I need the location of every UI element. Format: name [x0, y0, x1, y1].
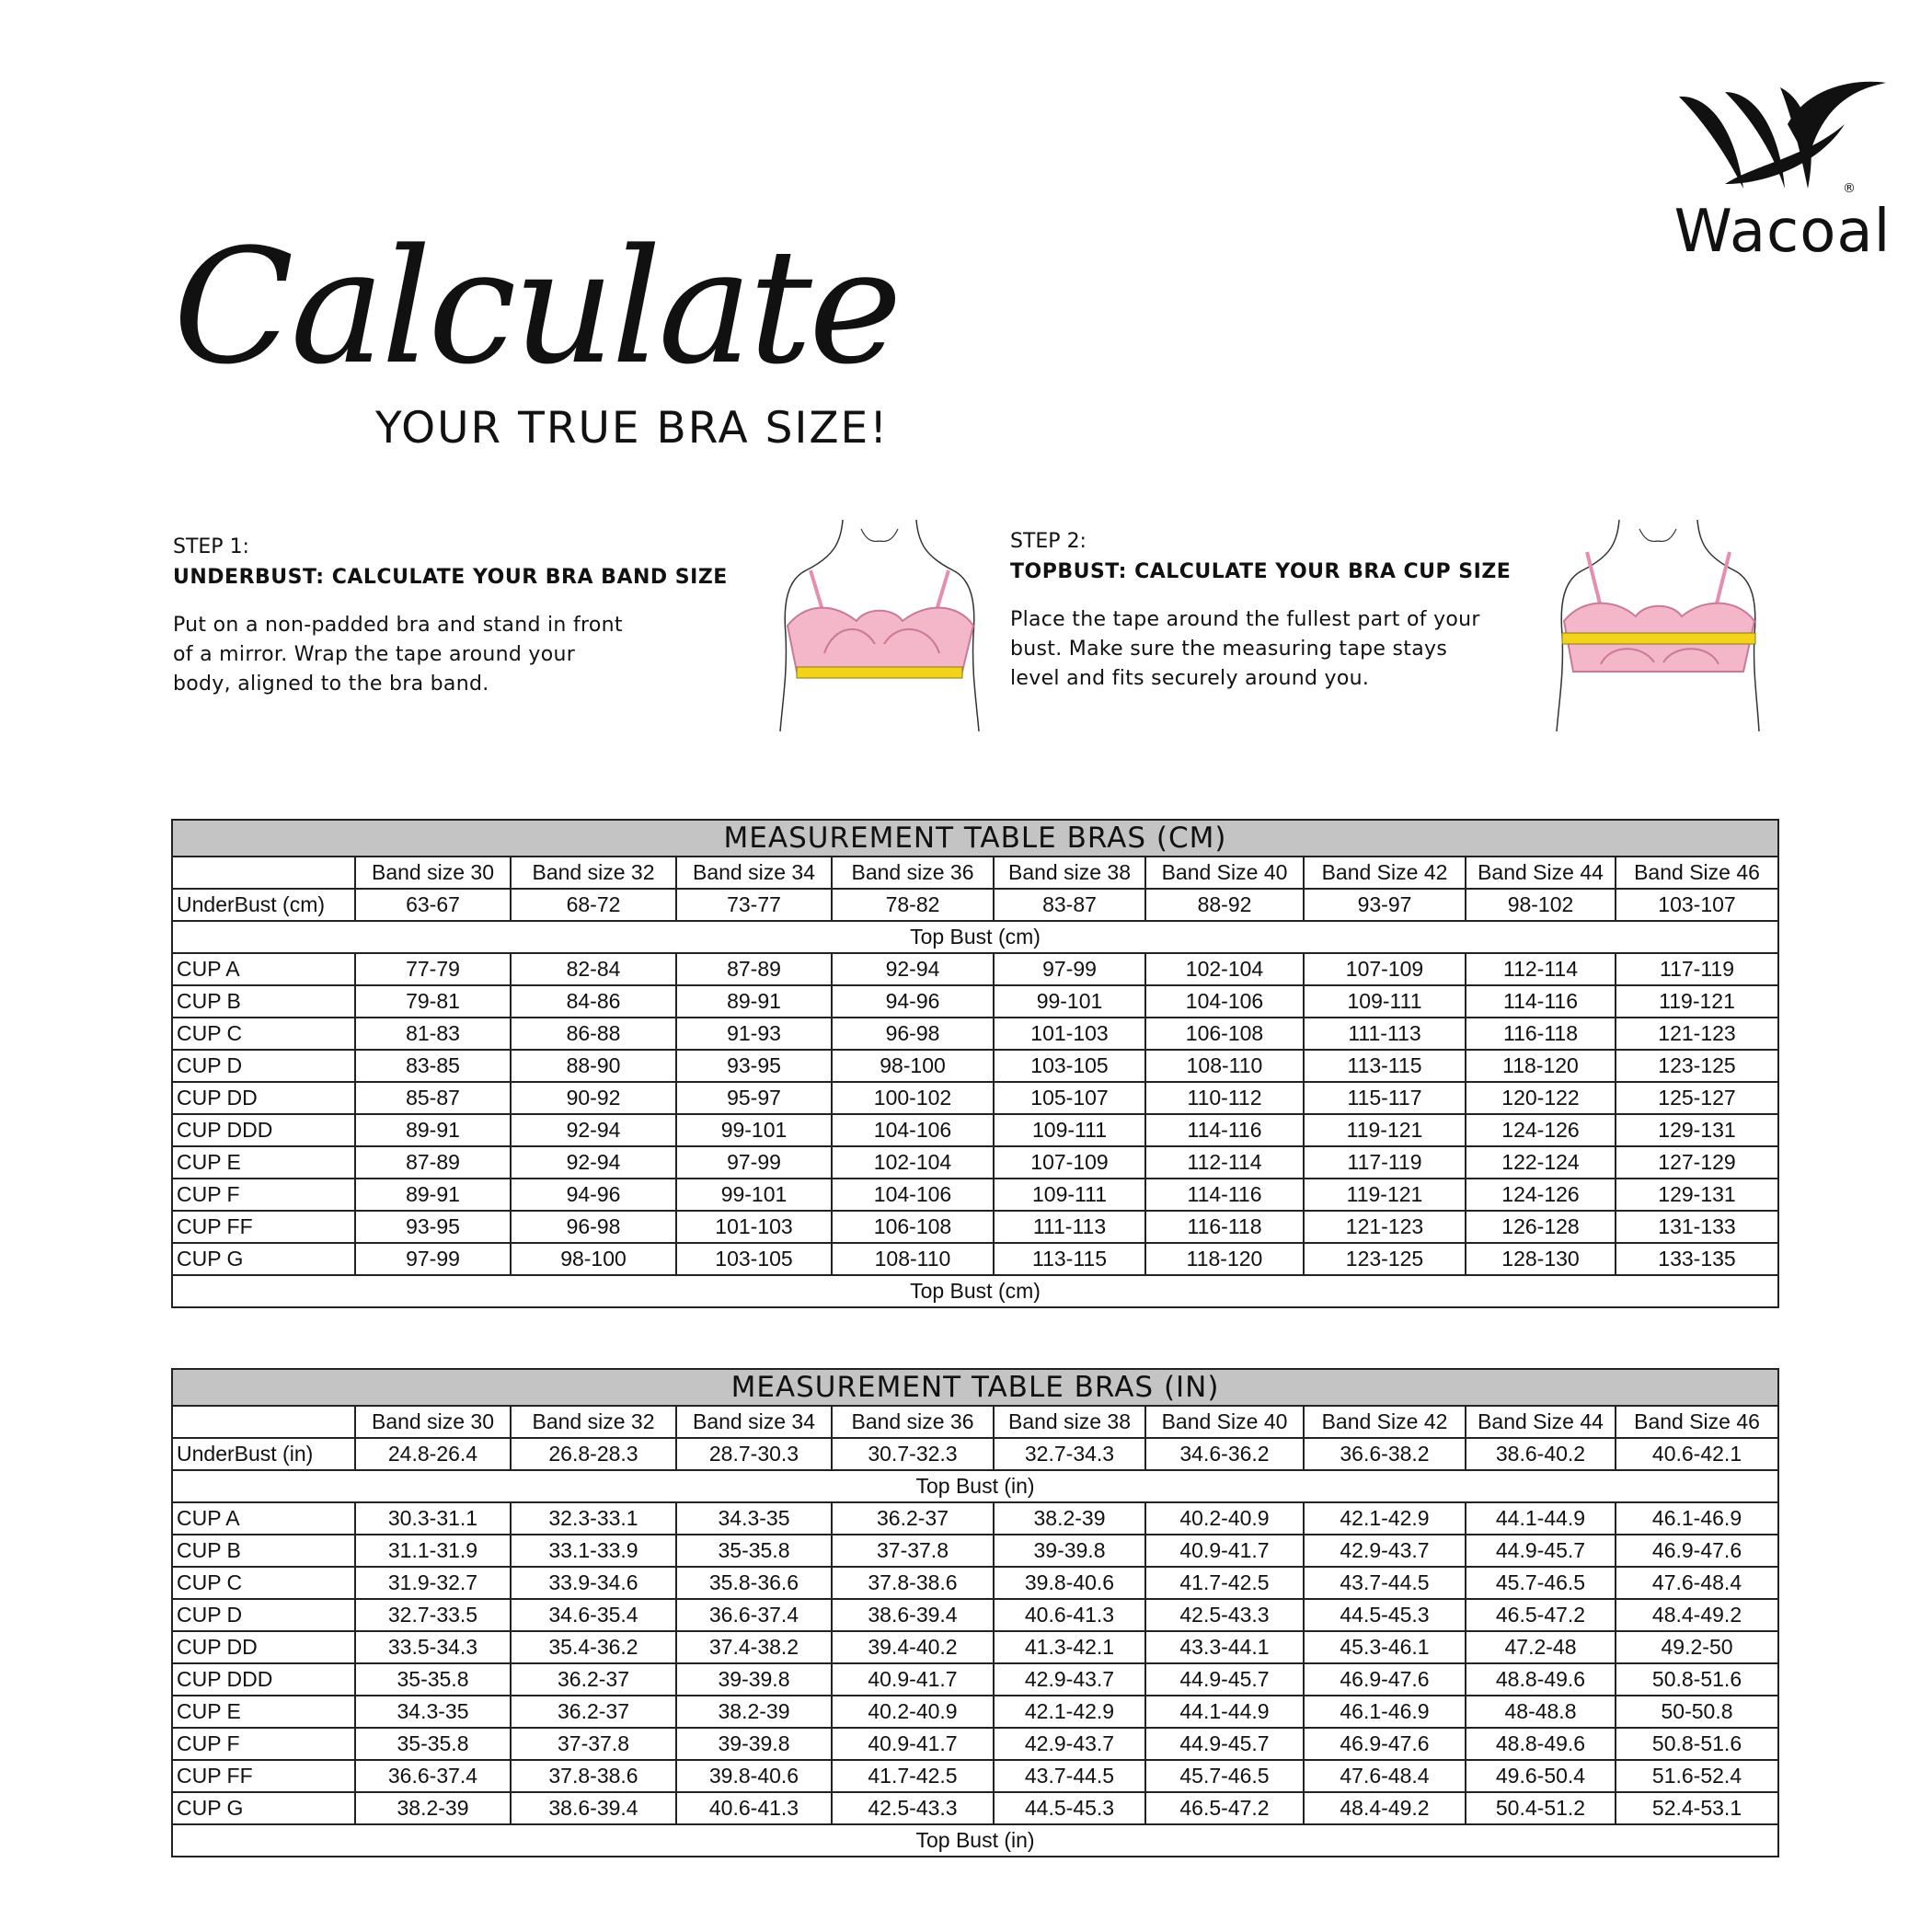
table-cell: 121-123	[1616, 1018, 1778, 1050]
step-2-title: TOPBUST: CALCULATE YOUR BRA CUP SIZE	[1010, 560, 1512, 583]
header-cell: Band size 34	[676, 1406, 832, 1438]
table-cell: 48-48.8	[1466, 1696, 1616, 1728]
table-cell: 45.3-46.1	[1304, 1631, 1466, 1663]
cup-label: CUP G	[172, 1243, 355, 1275]
table-title: MEASUREMENT TABLE BRAS (CM)	[172, 820, 1778, 857]
table-cell: 33.9-34.6	[511, 1567, 676, 1599]
table-row	[172, 1082, 1778, 1114]
table-cell: 24.8-26.4	[355, 1438, 511, 1470]
table-cell: 46.9-47.6	[1304, 1728, 1466, 1760]
table-cell: 41.3-42.1	[994, 1631, 1145, 1663]
table-cell: 90-92	[511, 1082, 676, 1114]
table-cell: 119-121	[1616, 985, 1778, 1018]
table-cell: 109-111	[994, 1179, 1145, 1211]
table-row	[172, 1567, 1778, 1599]
table-cell: 114-116	[1145, 1114, 1304, 1146]
topbust-illustration	[1555, 515, 1762, 731]
table-cell: 40.9-41.7	[832, 1728, 994, 1760]
table-cell: 97-99	[994, 953, 1145, 985]
table-cell: 133-135	[1616, 1243, 1778, 1275]
table-cell: 43.7-44.5	[994, 1760, 1145, 1792]
table-cell: 78-82	[832, 889, 994, 921]
table-cell: 43.7-44.5	[1304, 1567, 1466, 1599]
topbust-label: Top Bust (in)	[172, 1470, 1778, 1502]
cup-label: CUP G	[172, 1792, 355, 1824]
table-cell: 37.8-38.6	[511, 1760, 676, 1792]
table-cell: 104-106	[1145, 985, 1304, 1018]
table-row	[172, 1728, 1778, 1760]
table-cell: 109-111	[994, 1114, 1145, 1146]
table-cell: 40.9-41.7	[832, 1663, 994, 1696]
header-cell: Band size 32	[511, 1406, 676, 1438]
table-cell: 42.9-43.7	[1304, 1535, 1466, 1567]
table-cell: 37-37.8	[511, 1728, 676, 1760]
table-cell: 34.3-35	[355, 1696, 511, 1728]
table-cell: 104-106	[832, 1114, 994, 1146]
table-cell: 31.9-32.7	[355, 1567, 511, 1599]
header-cell: Band size 36	[832, 1406, 994, 1438]
table-cell: 104-106	[832, 1179, 994, 1211]
table-cell: 50.8-51.6	[1616, 1663, 1778, 1696]
table-cell: 77-79	[355, 953, 511, 985]
table-cell: 101-103	[676, 1211, 832, 1243]
script-title: Calculate	[173, 214, 899, 399]
step-2-description	[1010, 605, 1562, 694]
cup-label: CUP FF	[172, 1211, 355, 1243]
table-cell: 114-116	[1466, 985, 1616, 1018]
step-1-line: body, aligned to the bra band.	[173, 673, 489, 696]
table-cell: 122-124	[1466, 1146, 1616, 1179]
cup-label: CUP C	[172, 1567, 355, 1599]
table-cell: 107-109	[994, 1146, 1145, 1179]
registered-mark: ®	[1843, 181, 1856, 196]
table-cell: 113-115	[1304, 1050, 1466, 1082]
table-cell: 39.8-40.6	[676, 1760, 832, 1792]
table-cell: 34.6-36.2	[1145, 1438, 1304, 1470]
table-row	[172, 1599, 1778, 1631]
table-cell: 49.2-50	[1616, 1631, 1778, 1663]
step-1-label: STEP 1:	[173, 535, 249, 558]
step-1-line: of a mirror. Wrap the tape around your	[173, 643, 576, 666]
table-cell: 119-121	[1304, 1114, 1466, 1146]
table-cell: 101-103	[994, 1018, 1145, 1050]
brand-logo	[1670, 69, 1895, 266]
table-cell: 41.7-42.5	[832, 1760, 994, 1792]
table-cell: 39-39.8	[994, 1535, 1145, 1567]
table-cell: 111-113	[994, 1211, 1145, 1243]
table-cell: 114-116	[1145, 1179, 1304, 1211]
cup-label: CUP DDD	[172, 1114, 355, 1146]
underbust-illustration	[778, 515, 981, 731]
table-cell: 96-98	[511, 1211, 676, 1243]
table-cell: 99-101	[676, 1179, 832, 1211]
cup-label: CUP F	[172, 1728, 355, 1760]
header-cell: Band size 38	[994, 857, 1145, 889]
table-cell: 32.7-34.3	[994, 1438, 1145, 1470]
table-cell: 35-35.8	[355, 1663, 511, 1696]
table-row	[172, 1792, 1778, 1824]
step-2-line: Place the tape around the fullest part of your	[1010, 608, 1480, 631]
table-cell: 44.1-44.9	[1145, 1696, 1304, 1728]
table-cell: 102-104	[1145, 953, 1304, 985]
table-cell: 100-102	[832, 1082, 994, 1114]
table-row	[172, 1535, 1778, 1567]
step-2-section	[1010, 530, 1562, 694]
table-cell: 46.5-47.2	[1145, 1792, 1304, 1824]
table-cell: 46.5-47.2	[1466, 1599, 1616, 1631]
header-row	[172, 857, 1778, 889]
table-cell: 50-50.8	[1616, 1696, 1778, 1728]
step-2-label: STEP 2:	[1010, 530, 1087, 553]
wacoal-mark-icon	[1670, 69, 1895, 198]
table-cell: 36.6-37.4	[355, 1760, 511, 1792]
table-cell: 129-131	[1616, 1179, 1778, 1211]
table-cell: 73-77	[676, 889, 832, 921]
header-cell: Band size 32	[511, 857, 676, 889]
table-cell: 117-119	[1304, 1146, 1466, 1179]
underbust-row	[172, 889, 1778, 921]
step-2-line: bust. Make sure the measuring tape stays	[1010, 638, 1448, 661]
header-cell: Band Size 42	[1304, 1406, 1466, 1438]
table-cell: 42.5-43.3	[832, 1792, 994, 1824]
table-cell: 124-126	[1466, 1114, 1616, 1146]
table-cell: 45.7-46.5	[1466, 1567, 1616, 1599]
table-cell: 39-39.8	[676, 1728, 832, 1760]
table-cell: 95-97	[676, 1082, 832, 1114]
table-row	[172, 1760, 1778, 1792]
table-cell: 39-39.8	[676, 1663, 832, 1696]
table-cell: 37.8-38.6	[832, 1567, 994, 1599]
table-cell: 48.4-49.2	[1616, 1599, 1778, 1631]
table-cell: 99-101	[676, 1114, 832, 1146]
table-cell: 116-118	[1145, 1211, 1304, 1243]
table-cell: 128-130	[1466, 1243, 1616, 1275]
table-cell: 45.7-46.5	[1145, 1760, 1304, 1792]
table-cell: 129-131	[1616, 1114, 1778, 1146]
cup-label: CUP DDD	[172, 1663, 355, 1696]
table-cell: 106-108	[832, 1211, 994, 1243]
table-row	[172, 1663, 1778, 1696]
table-cell: 32.3-33.1	[511, 1502, 676, 1535]
cup-label: CUP DD	[172, 1631, 355, 1663]
table-cell: 83-87	[994, 889, 1145, 921]
table-cell: 93-95	[355, 1211, 511, 1243]
cup-label: CUP D	[172, 1599, 355, 1631]
table-row	[172, 1243, 1778, 1275]
underbust-row	[172, 1438, 1778, 1470]
table-cell: 92-94	[511, 1146, 676, 1179]
table-cell: 30.7-32.3	[832, 1438, 994, 1470]
measurement-table-in	[171, 1368, 1779, 1857]
table-cell: 110-112	[1145, 1082, 1304, 1114]
table-cell: 93-95	[676, 1050, 832, 1082]
header-cell: Band Size 42	[1304, 857, 1466, 889]
table-row	[172, 1696, 1778, 1728]
table-cell: 117-119	[1616, 953, 1778, 985]
header-cell: Band size 36	[832, 857, 994, 889]
cup-label: CUP F	[172, 1179, 355, 1211]
table-cell: 38.2-39	[994, 1502, 1145, 1535]
table-row	[172, 1631, 1778, 1663]
table-cell: 35-35.8	[355, 1728, 511, 1760]
page-subtitle: YOUR TRUE BRA SIZE!	[375, 403, 890, 454]
cup-label: CUP D	[172, 1050, 355, 1082]
table-cell: 118-120	[1466, 1050, 1616, 1082]
header-row	[172, 1406, 1778, 1438]
table-cell: 79-81	[355, 985, 511, 1018]
table-cell: 99-101	[994, 985, 1145, 1018]
table-cell: 36.2-37	[511, 1663, 676, 1696]
table-cell: 121-123	[1304, 1211, 1466, 1243]
header-cell: Band Size 46	[1616, 857, 1778, 889]
table-cell: 127-129	[1616, 1146, 1778, 1179]
table-cell: 36.6-37.4	[676, 1599, 832, 1631]
table-cell: 81-83	[355, 1018, 511, 1050]
table-cell: 48.8-49.6	[1466, 1663, 1616, 1696]
table-cell: 108-110	[832, 1243, 994, 1275]
table-cell: 40.6-41.3	[994, 1599, 1145, 1631]
table-footer: Top Bust (in)	[172, 1824, 1778, 1857]
table-cell: 44.9-45.7	[1466, 1535, 1616, 1567]
table-cell: 115-117	[1304, 1082, 1466, 1114]
table-cell: 102-104	[832, 1146, 994, 1179]
table-cell: 40.2-40.9	[1145, 1502, 1304, 1535]
table-cell: 89-91	[355, 1179, 511, 1211]
table-cell: 97-99	[355, 1243, 511, 1275]
step-1-title: UNDERBUST: CALCULATE YOUR BRA BAND SIZE	[173, 566, 728, 589]
table-cell: 93-97	[1304, 889, 1466, 921]
table-row	[172, 1050, 1778, 1082]
table-cell: 42.1-42.9	[1304, 1502, 1466, 1535]
table-cell: 46.9-47.6	[1304, 1663, 1466, 1696]
table-cell: 113-115	[994, 1243, 1145, 1275]
table-cell: 28.7-30.3	[676, 1438, 832, 1470]
header-cell: Band Size 44	[1466, 1406, 1616, 1438]
cup-label: CUP DD	[172, 1082, 355, 1114]
table-cell: 42.5-43.3	[1145, 1599, 1304, 1631]
table-cell: 131-133	[1616, 1211, 1778, 1243]
table-cell: 83-85	[355, 1050, 511, 1082]
table-cell: 46.9-47.6	[1616, 1535, 1778, 1567]
table-cell: 91-93	[676, 1018, 832, 1050]
table-cell: 39.8-40.6	[994, 1567, 1145, 1599]
table-cell: 112-114	[1145, 1146, 1304, 1179]
step-1-section	[173, 535, 762, 699]
table-title: MEASUREMENT TABLE BRAS (IN)	[172, 1369, 1778, 1406]
cup-label: CUP A	[172, 1502, 355, 1535]
table-cell: 40.9-41.7	[1145, 1535, 1304, 1567]
table-cell: 125-127	[1616, 1082, 1778, 1114]
table-cell: 118-120	[1145, 1243, 1304, 1275]
table-cell: 40.6-41.3	[676, 1792, 832, 1824]
table-cell: 109-111	[1304, 985, 1466, 1018]
cup-label: CUP A	[172, 953, 355, 985]
table-cell: 124-126	[1466, 1179, 1616, 1211]
brand-name: Wacoal	[1673, 198, 1892, 266]
table-row	[172, 1211, 1778, 1243]
header-cell: Band Size 40	[1145, 1406, 1304, 1438]
table-cell: 33.5-34.3	[355, 1631, 511, 1663]
table-row	[172, 1146, 1778, 1179]
table-cell: 50.8-51.6	[1616, 1728, 1778, 1760]
table-cell: 38.6-39.4	[511, 1792, 676, 1824]
table-cell: 97-99	[676, 1146, 832, 1179]
table-cell: 48.8-49.6	[1466, 1728, 1616, 1760]
cup-label: CUP FF	[172, 1760, 355, 1792]
table-cell: 111-113	[1304, 1018, 1466, 1050]
table-cell: 38.2-39	[676, 1696, 832, 1728]
footer-row	[172, 1275, 1778, 1307]
table-cell: 85-87	[355, 1082, 511, 1114]
table-cell: 96-98	[832, 1018, 994, 1050]
table-cell: 105-107	[994, 1082, 1145, 1114]
table-cell: 31.1-31.9	[355, 1535, 511, 1567]
table-cell: 89-91	[676, 985, 832, 1018]
table-cell: 41.7-42.5	[1145, 1567, 1304, 1599]
table-cell: 30.3-31.1	[355, 1502, 511, 1535]
table-cell: 103-107	[1616, 889, 1778, 921]
table-cell: 119-121	[1304, 1179, 1466, 1211]
table-footer: Top Bust (cm)	[172, 1275, 1778, 1307]
footer-row	[172, 1824, 1778, 1857]
table-cell: 32.7-33.5	[355, 1599, 511, 1631]
header-cell: Band size 34	[676, 857, 832, 889]
table-cell: 63-67	[355, 889, 511, 921]
header-cell-empty	[172, 1406, 355, 1438]
table-cell: 48.4-49.2	[1304, 1792, 1466, 1824]
table-row	[172, 1114, 1778, 1146]
underbust-label: UnderBust (in)	[172, 1438, 355, 1470]
step-1-line: Put on a non-padded bra and stand in front	[173, 614, 623, 637]
table-row	[172, 953, 1778, 985]
table-cell: 37.4-38.2	[676, 1631, 832, 1663]
table-cell: 94-96	[832, 985, 994, 1018]
table-cell: 42.9-43.7	[994, 1728, 1145, 1760]
table-cell: 92-94	[832, 953, 994, 985]
table-cell: 49.6-50.4	[1466, 1760, 1616, 1792]
table-cell: 34.3-35	[676, 1502, 832, 1535]
table-cell: 82-84	[511, 953, 676, 985]
table-cell: 44.9-45.7	[1145, 1663, 1304, 1696]
underbust-label: UnderBust (cm)	[172, 889, 355, 921]
table-cell: 47.2-48	[1466, 1631, 1616, 1663]
table-cell: 126-128	[1466, 1211, 1616, 1243]
table-cell: 123-125	[1304, 1243, 1466, 1275]
table-cell: 36.2-37	[511, 1696, 676, 1728]
header-cell: Band size 38	[994, 1406, 1145, 1438]
cup-label: CUP B	[172, 985, 355, 1018]
cup-label: CUP E	[172, 1146, 355, 1179]
table-cell: 42.1-42.9	[994, 1696, 1145, 1728]
table-cell: 94-96	[511, 1179, 676, 1211]
table-cell: 40.2-40.9	[832, 1696, 994, 1728]
table-cell: 116-118	[1466, 1018, 1616, 1050]
table-cell: 44.9-45.7	[1145, 1728, 1304, 1760]
header-cell: Band Size 44	[1466, 857, 1616, 889]
table-row	[172, 1502, 1778, 1535]
step-1-description	[173, 611, 762, 699]
table-cell: 44.5-45.3	[1304, 1599, 1466, 1631]
table-cell: 88-92	[1145, 889, 1304, 921]
table-row	[172, 985, 1778, 1018]
table-cell: 88-90	[511, 1050, 676, 1082]
topbust-label-row	[172, 1470, 1778, 1502]
step-2-line: level and fits securely around you.	[1010, 667, 1370, 690]
table-cell: 33.1-33.9	[511, 1535, 676, 1567]
table-cell: 92-94	[511, 1114, 676, 1146]
table-cell: 52.4-53.1	[1616, 1792, 1778, 1824]
table-cell: 42.9-43.7	[994, 1663, 1145, 1696]
table-cell: 98-100	[511, 1243, 676, 1275]
table-cell: 98-100	[832, 1050, 994, 1082]
topbust-label-row	[172, 921, 1778, 953]
header-cell: Band size 30	[355, 857, 511, 889]
table-cell: 38.6-39.4	[832, 1599, 994, 1631]
table-cell: 47.6-48.4	[1304, 1760, 1466, 1792]
table-cell: 50.4-51.2	[1466, 1792, 1616, 1824]
table-cell: 38.2-39	[355, 1792, 511, 1824]
table-cell: 87-89	[676, 953, 832, 985]
header-cell-empty	[172, 857, 355, 889]
table-cell: 107-109	[1304, 953, 1466, 985]
table-cell: 68-72	[511, 889, 676, 921]
table-cell: 35.8-36.6	[676, 1567, 832, 1599]
table-cell: 35.4-36.2	[511, 1631, 676, 1663]
table-cell: 87-89	[355, 1146, 511, 1179]
table-cell: 86-88	[511, 1018, 676, 1050]
table-cell: 40.6-42.1	[1616, 1438, 1778, 1470]
table-cell: 103-105	[994, 1050, 1145, 1082]
cup-label: CUP B	[172, 1535, 355, 1567]
table-row	[172, 1179, 1778, 1211]
table-cell: 37-37.8	[832, 1535, 994, 1567]
header-cell: Band Size 46	[1616, 1406, 1778, 1438]
table-cell: 46.1-46.9	[1304, 1696, 1466, 1728]
table-cell: 112-114	[1466, 953, 1616, 985]
table-cell: 106-108	[1145, 1018, 1304, 1050]
table-cell: 103-105	[676, 1243, 832, 1275]
header-cell: Band size 30	[355, 1406, 511, 1438]
table-cell: 123-125	[1616, 1050, 1778, 1082]
table-cell: 36.2-37	[832, 1502, 994, 1535]
table-cell: 44.5-45.3	[994, 1792, 1145, 1824]
measurement-table-cm	[171, 819, 1779, 1308]
table-cell: 38.6-40.2	[1466, 1438, 1616, 1470]
table-cell: 51.6-52.4	[1616, 1760, 1778, 1792]
table-cell: 46.1-46.9	[1616, 1502, 1778, 1535]
table-cell: 108-110	[1145, 1050, 1304, 1082]
header-cell: Band Size 40	[1145, 857, 1304, 889]
table-cell: 43.3-44.1	[1145, 1631, 1304, 1663]
table-cell: 89-91	[355, 1114, 511, 1146]
table-cell: 34.6-35.4	[511, 1599, 676, 1631]
table-cell: 39.4-40.2	[832, 1631, 994, 1663]
table-cell: 98-102	[1466, 889, 1616, 921]
table-cell: 35-35.8	[676, 1535, 832, 1567]
table-cell: 84-86	[511, 985, 676, 1018]
topbust-label: Top Bust (cm)	[172, 921, 1778, 953]
table-cell: 120-122	[1466, 1082, 1616, 1114]
table-cell: 26.8-28.3	[511, 1438, 676, 1470]
table-row	[172, 1018, 1778, 1050]
table-cell: 44.1-44.9	[1466, 1502, 1616, 1535]
table-cell: 36.6-38.2	[1304, 1438, 1466, 1470]
cup-label: CUP C	[172, 1018, 355, 1050]
table-cell: 47.6-48.4	[1616, 1567, 1778, 1599]
cup-label: CUP E	[172, 1696, 355, 1728]
